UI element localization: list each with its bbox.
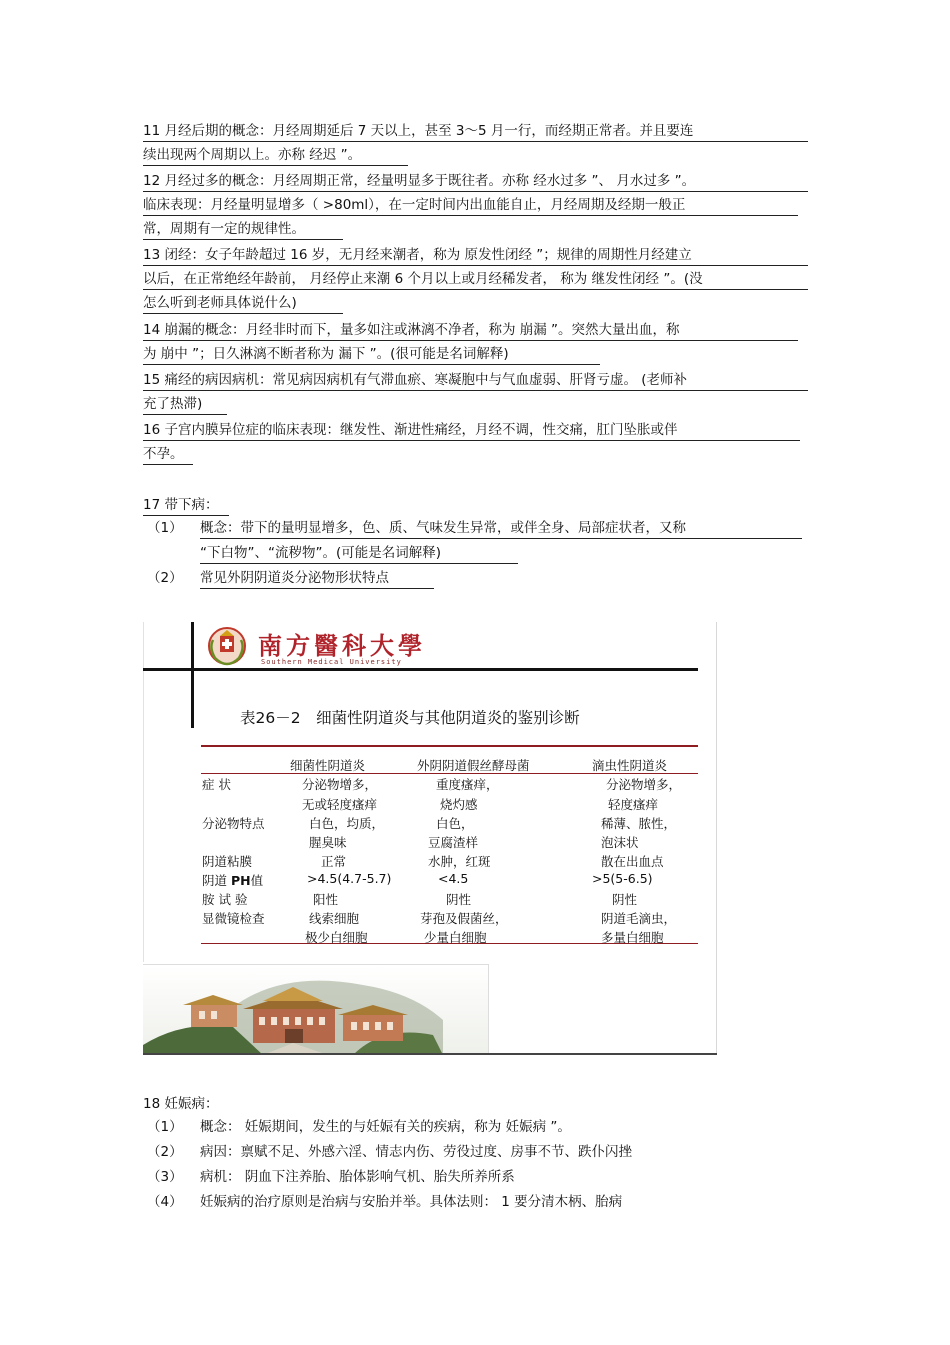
table-cell: 无或轻度瘙痒 [302, 797, 378, 812]
table-cell: <4.5 [438, 871, 469, 886]
table-cell: >5(5-6.5) [592, 871, 653, 886]
table-row-label: 显微镜检查 [202, 911, 265, 926]
table-cell: 多量白细胞 [601, 930, 664, 945]
table-cell: 泡沫状 [601, 835, 639, 850]
item-17-title: 17 带下病： [143, 496, 229, 516]
campus-photo-frame [143, 964, 489, 1055]
university-emblem-icon [205, 624, 249, 666]
slide-horizontal-bar [143, 668, 698, 671]
table-top-rule [201, 745, 698, 747]
table-row-label: 阴道 PH值 [202, 873, 264, 888]
table-cell: 白色， [436, 816, 474, 831]
university-logo-english: Southern Medical University [261, 658, 402, 666]
item-12-line-3: 常，周期有一定的规律性。 [143, 220, 343, 240]
item-17-2-line-1: 常见外阴阴道炎分泌物形状特点 [200, 569, 434, 589]
item-18-3-text: 病机： 阴血下注养胎、胎体影响气机、胎失所养所系 [200, 1169, 515, 1185]
table-row-label: 症 状 [202, 777, 231, 792]
item-16-line-2: 不孕。 [143, 445, 193, 465]
item-14-line-2: 为 崩中 ”；日久淋漓不断者称为 漏下 ”。(很可能是名词解释) [143, 345, 600, 365]
item-13-line-3: 怎么听到老师具体说什么) [143, 294, 343, 314]
item-18-4-number: （4） [147, 1194, 183, 1210]
table-cell: 分泌物增多， [606, 777, 682, 792]
table-row-label: 分泌物特点 [202, 816, 265, 831]
table-cell: 重度瘙痒， [436, 777, 499, 792]
item-18-3-number: （3） [147, 1169, 183, 1185]
item-18-1-number: （1） [147, 1119, 183, 1135]
table-cell: 分泌物增多， [302, 777, 378, 792]
item-17-1-line-2: “下白物”、“流秽物”。(可能是名词解释) [200, 544, 518, 564]
item-18-1-text: 概念： 妊娠期间，发生的与妊娠有关的疾病，称为 妊娠病 ”。 [200, 1119, 571, 1135]
item-12-line-1: 12 月经过多的概念：月经周期正常，经量明显多于既往者。亦称 经水过多 ”、 月水过多 ”。 [143, 172, 808, 192]
item-17-2-number: （2） [147, 570, 183, 586]
table-cell: 轻度瘙痒 [608, 797, 659, 812]
table-cell: 阴性 [612, 892, 638, 907]
table-cell: 线索细胞 [309, 911, 360, 926]
table-cell: >4.5(4.7-5.7) [307, 871, 392, 886]
table-cell: 阳性 [313, 892, 339, 907]
item-17-1-number: （1） [147, 520, 183, 536]
slide-image [143, 622, 717, 1055]
table-cell: 正常 [321, 854, 347, 869]
item-15-line-2: 充了热滞) [143, 395, 227, 415]
item-11-line-1: 11 月经后期的概念：月经周期延后 7 天以上，甚至 3～5 月一行，而经期正常者。并且要连 [143, 122, 808, 142]
table-cell: 极少白细胞 [305, 930, 368, 945]
table-header-3: 滴虫性阴道炎 [592, 758, 668, 773]
item-18-4-text: 妊娠病的治疗原则是治病与安胎并举。具体法则： 1 要分清木柄、胎病 [200, 1194, 623, 1210]
item-18-title: 18 妊娠病： [143, 1096, 219, 1112]
table-row-label: 胺 试 验 [202, 892, 248, 907]
item-13-line-1: 13 闭经：女子年龄超过 16 岁，无月经来潮者，称为 原发性闭经 ”；规律的周期性月经建立 [143, 246, 808, 266]
table-title: 表26－2 细菌性阴道炎与其他阴道炎的鉴别诊断 [240, 709, 580, 727]
table-row-label: 阴道粘膜 [202, 854, 253, 869]
item-17-1-line-1: 概念：带下的量明显增多，色、质、气味发生异常，或伴全身、局部症状者，又称 [200, 519, 802, 539]
table-cell: 烧灼感 [440, 797, 478, 812]
university-logo-name: 南方醫科大學 [258, 631, 426, 660]
item-16-line-1: 16 子宫内膜异位症的临床表现：继发性、渐进性痛经，月经不调，性交痛，肛门坠胀或伴 [143, 421, 800, 441]
item-15-line-1: 15 痛经的病因病机：常见病因病机有气滞血瘀、寒凝胞中与气血虚弱、肝肾亏虚。 (老师补 [143, 371, 808, 391]
item-14-line-1: 14 崩漏的概念：月经非时而下，量多如注或淋漓不净者，称为 崩漏 ”。突然大量出血，称 [143, 321, 798, 341]
slide-vertical-bar [191, 622, 194, 728]
table-cell: 水肿，红斑 [428, 854, 491, 869]
table-cell: 腥臭味 [309, 835, 347, 850]
campus-building-illustration [143, 965, 488, 1055]
table-cell: 稀薄、脓性， [601, 816, 677, 831]
table-cell: 白色，均质， [309, 816, 385, 831]
item-18-2-text: 病因：禀赋不足、外感六淫、情志内伤、劳役过度、房事不节、跌仆闪挫 [200, 1144, 632, 1160]
slide-bottom-rule [143, 1053, 717, 1055]
table-header-2: 外阴阴道假丝酵母菌 [417, 758, 530, 773]
table-cell: 散在出血点 [601, 854, 664, 869]
table-cell: 少量白细胞 [424, 930, 487, 945]
table-cell: 阴性 [446, 892, 472, 907]
table-cell: 芽孢及假菌丝， [420, 911, 508, 926]
item-18-2-number: （2） [147, 1144, 183, 1160]
table-cell: 阴道毛滴虫， [601, 911, 677, 926]
table-header-1: 细菌性阴道炎 [290, 758, 366, 773]
item-11-line-2: 续出现两个周期以上。亦称 经迟 ”。 [143, 146, 408, 166]
item-13-line-2: 以后，在正常绝经年龄前， 月经停止来潮 6 个月以上或月经稀发者， 称为 继发性闭经 ”。(没 [143, 270, 808, 290]
table-cell: 豆腐渣样 [428, 835, 479, 850]
item-12-line-2: 临床表现：月经量明显增多（ >80ml），在一定时间内出血能自止，月经周期及经期一般正 [143, 196, 798, 216]
